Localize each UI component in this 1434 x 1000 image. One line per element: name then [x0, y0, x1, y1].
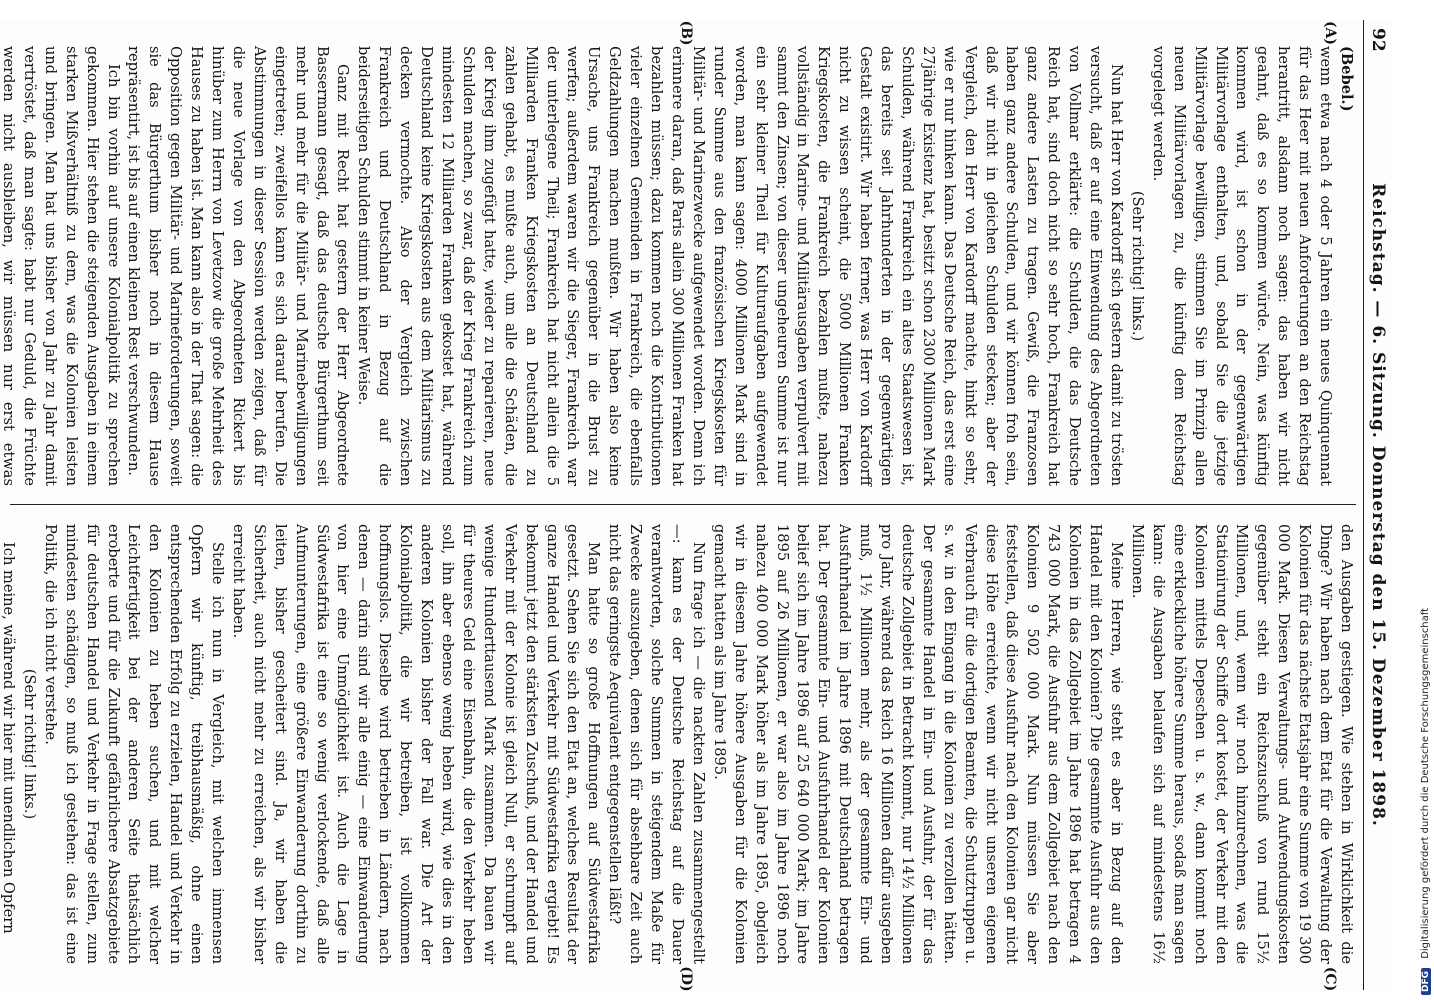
right-column: [0, 524, 1356, 964]
paragraph: Ganz mit Recht hat gestern der Herr Abgeordnete Bassermann gesagt, daß das deutsche Bürgerthum seit mehr und mehr für die Militär- und Marinebewilligungen eingetreten; zweifellos kann es sich darauf berufen. Die Abstimmungen in dieser Session werden zeigen, daß für die neue Vorlage von den Abgeordneten Rickert bis hinüber zum Herrn von Levetzow die große Mehrheit des Hauses zu haben ist. Man kann also in der That sagen: die Opposition gegen Militär- und Marineforderungen, soweit sie das Bürgerthum bisher noch in diesem Hause repräsentirt, ist bis auf einen kleinen Rest verschwunden.: [125, 46, 352, 486]
paragraph: Meine Herren, wie steht es aber in Bezug auf den Handel mit den Kolonien? Die gesammte Ausfuhr aus den Kolonien in das Zollgebiet im Jahre 1896 hat betragen 4 743 000 Mark, die Ausfuhr aus dem Zollgebiet nach den Kolonien 9 502 000 Mark. Nun müssen Sie aber feststellen, daß diese Ausfuhr nach den Kolonien gar nicht diese Höhe erreichte, wenn wir nicht unseren eigenen Verbrauch für die dortigen Beamten, die Schutztruppen u. s. w. in den Eingang in die Kolonien zu verzollen hätten. Der gesammte Handel in Ein- und Ausfuhr, der für das deutsche Zollgebiet in Betracht kommt, nur 14½ Millionen pro Jahr, während das Reich 16 Millionen dafür ausgeben muß, 1½ Millionen mehr, als der gesammte Ein- und Ausfuhrhandel im Jahre 1896 mit Deutschland betragen hat. Der gesammte Ein- und Ausfuhrhandel der Kolonien belief sich im Jahre 1896 auf 25 640 000 Mark; im Jahre 1895 auf 26 Millionen, er war also im Jahre 1896 noch nahezu 400 000 Mark höher als im Jahre 1895, obgleich wir in diesem Jahre höhere Ausgaben für die Kolonien gemacht hatten als im Jahre 1895.: [710, 524, 1126, 964]
page-header: [1360, 20, 1390, 990]
left-column: [0, 46, 1356, 486]
paragraph: Nun frage ich — die nackten Zahlen zusammengestellt —: kann es der Deutsche Reichstag auf die Dauer verantworten, solche Summen in steigendem Maße für Zwecke auszugeben, denen sich für absehbare Zeit auch nicht das geringste Aequivalent entgegenstellen läßt?: [606, 524, 707, 964]
page-title: Reichstag. — 6. Sitzung. Donnerstag den 15. Dezember 1898.: [1368, 183, 1388, 827]
paragraph: Man hatte so große Hoffnungen auf Südwestafrika gesetzt. Sehen Sie sich den Etat an, welches Resultat der ganze Handel und Verkehr mit Südwestafrika ergiebt! Es bekommt jetzt den stärksten Zuschuß, und der Handel und Verkehr mit der Kolonie ist gleich Null, er schrumpft auf wenige Hunderttausend Mark zusammen. Da bauen wir für theures Geld eine Eisenbahn, die den Verkehr heben soll, ihn aber ebenso wenig heben wird, wie dies in den anderen Kolonien bisher der Fall war. Die Art der Kolonialpolitik, die wir betreiben, ist vollkommen hoffnungslos. Dieselbe wird betrieben in Ländern, nach denen — darin sind wir alle einig — eine Einwanderung von hier eine Unmöglichkeit ist. Auch die Lage in Südwestafrika ist eine so wenig verlockende, daß alle Aufmunterungen, eine größere Einwanderung dorthin zu leiten, bisher gescheitert sind. Ja, wir haben die Sicherheit, auch nicht mehr zu erreichen, als wir bisher erreicht haben.: [229, 524, 603, 964]
paragraph: wenn etwa nach 4 oder 5 Jahren ein neues Quinquennat für das Heer mit neuen Anforderungen an den Reichstag herantritt, alsdann noch sagen: das haben wir nicht geahnt, daß es so kommen würde. Nein, was künftig kommen wird, ist schon in der gegenwärtigen Militärvorlage enthalten, und, sobald Sie die jetzige Militärvorlage bewilligen, stimmen Sie im Prinzip allen neuen Militärvorlagen zu, die künftig dem Reichstag vorgelegt werden.: [1149, 46, 1335, 486]
dfg-logo: DFG: [1421, 968, 1431, 995]
margin-marker-d: (D): [678, 966, 694, 992]
margin-marker-c: (C): [1322, 966, 1338, 992]
interjection: (Sehr richtig! links.): [1128, 190, 1146, 342]
interjection: (Sehr richtig! links.): [20, 668, 38, 820]
document-page: [0, 20, 1394, 990]
header-rule: [1363, 20, 1364, 990]
funding-text: Digitalisierung gefördert durch die Deutsche Forschungsgemeinschaft: [1420, 607, 1431, 959]
paragraph: Nun hat Herr von Kardorff sich gestern damit zu trösten versucht, daß er auf eine Einwendung des Abgeordneten von Vollmar erklärte: die Schulden, die das Deutsche Reich hat, sind doch nicht so sehr hoch, Frankreich hat ganz andere Lasten zu tragen. Gewiß, die Franzosen haben ganz andere Schulden, und wir können froh sein, daß wir nicht in gleichen Schulden stecken; aber der Vergleich, den Herr von Kardorff machte, hinkt so sehr, wie er nur hinken kann. Das Deutsche Reich, das erst eine 27jährige Existenz hat, besitzt schon 2300 Millionen Mark Schulden, während Frankreich ein altes Staatswesen ist, das bereits seit Jahrhunderten in der gegenwärtigen Gestalt existirt. Wir haben ferner, was Herr von Kardorff nicht zu wissen scheint, die 5000 Millionen Franken Kriegskosten, die Frankreich bezahlen mußte, nahezu vollständig in Marine- und Militärausgaben verpulvert mit sammt den Zinsen; von dieser ungeheuren Summe ist nur ein sehr kleiner Theil für Kulturaufgaben aufgewendet worden, man kann sagen: 4000 Millionen Mark sind in runder Summe aus den französischen Kriegskosten für Militär- und Marinezwecke aufgewendet worden. Denn ich erinnere daran, daß Paris allein 300 Millionen Franken hat bezahlen müssen; dazu kommen noch die Kontributionen vieler einzelnen Gemeinden in Frankreich, die ebenfalls Geldzahlungen machen mußten. Wir haben also keine Ursache, uns Frankreich gegenüber in die Brust zu werfen; außerdem waren wir die Sieger, Frankreich war der unterlegene Theil; Frankreich hat nicht allein die 5 Milliarden Franken Kriegskosten an Deutschland zu zahlen gehabt, es mußte auch, um alle die Schäden, die der Krieg ihm zugefügt hatte, wieder zu reparieren, neue Schulden machen, so zwar, daß der Krieg Frankreich zum mindesten 12 Milliarden Franken gekostet hat, während Deutschland keine Kriegskosten aus dem Militarismus zu decken vermochte. Also der Vergleich zwischen Frankreich und Deutschland in Bezug auf die beiderseitigen Schulden stimmt in keiner Weise.: [355, 46, 1126, 486]
paragraph: Ich meine, während wir hier mit unendlichen Opfern: [0, 542, 17, 934]
paragraph: Ich bin vorhin auf unsere Kolonialpolitik zu sprechen gekommen. Hier stehen die steigenden Ausgaben in einem starken Mißverhältniß zu dem, was die Kolonien leisten und bringen. Man hat uns bisher von Jahr zu Jahr damit vertröstet, daß man sagte: habt nur Geduld, die Früchte werden nicht ausbleiben, wir müssen nur erst etwas: [0, 46, 122, 486]
funding-note: [1420, 608, 1431, 995]
paragraph: den Ausgaben gestiegen. Wie stehen in Wirklichkeit die Dinge? Wir haben nach dem Etat für die Verwaltung der Kolonien für das nächste Etatsjahr eine Summe von 19 300 000 Mark. Diesen Verwaltungs- und Aufwendungskosten gegenüber steht ein Reichszuschuß von rund 15½ Millionen, und, wenn wir noch hinzurechnen, was die Stationirung der Schiffe dort kostet, der Verkehr mit den Kolonien mittels Depeschen u. s. w., dann kommt noch eine erkleckliche höhere Summe heraus, sodaß man sagen kann: die Ausgaben belaufen sich auf mindestens 16½ Millionen.: [1128, 524, 1355, 964]
page-number: 92: [1368, 28, 1388, 52]
margin-marker-a: (A): [1322, 20, 1338, 46]
footer-strip: [1396, 0, 1434, 1000]
margin-marker-b: (B): [678, 20, 694, 46]
paragraph: Stelle ich nun in Vergleich, mit welchen immensen Opfern wir künftig, treibhausmäßig, ohne einen entsprechenden Erfolg zu erzielen, Handel und Verkehr in den Kolonien zu heben suchen, und mit welcher Leichtfertigkeit bei der anderen Seite thatsächlich eroberte und für die Zukunft gefährlichere Absatzgebiete für deutschen Handel und Verkehr in Frage stellen, zum mindesten schädigen, so muß ich gestehen: das ist eine Politik, die ich nicht verstehe.: [41, 524, 227, 964]
column-divider: [10, 504, 1356, 505]
speaker-name: (Bebel.): [1338, 46, 1355, 112]
